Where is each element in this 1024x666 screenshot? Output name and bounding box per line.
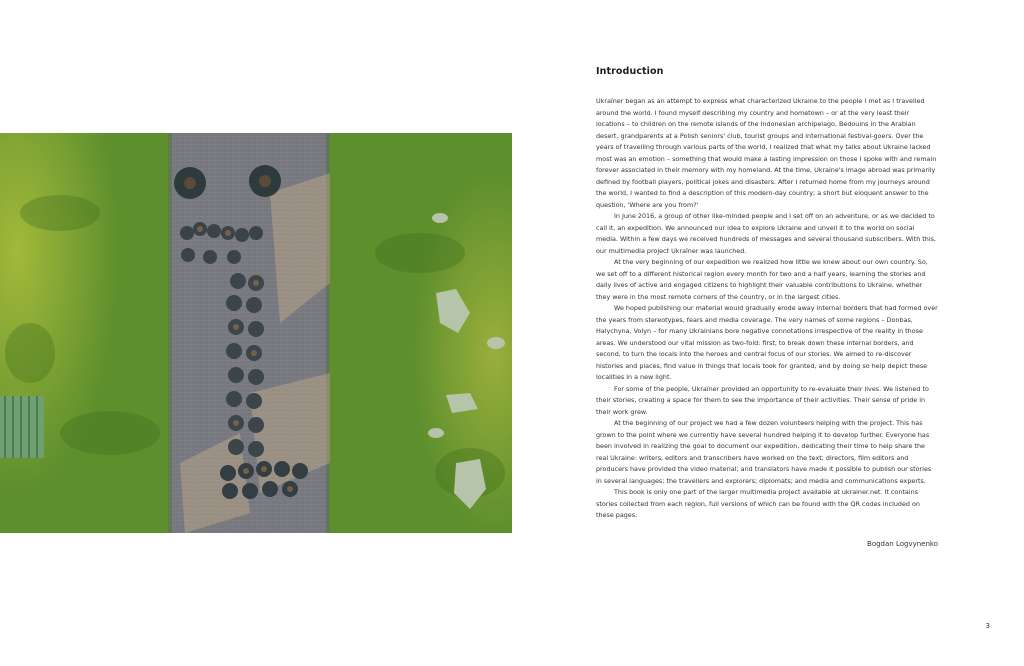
paragraph: This book is only one part of the larger multimedia project available at ukrainer.net. It contains stories collected from each region, full versions of which can be found with the QR codes included on these pages. — [596, 488, 920, 519]
aerial-photo — [0, 133, 512, 533]
page-number: 3 — [985, 622, 990, 630]
paragraph: Ukraїner began as an attempt to express what characterized Ukraine to the people I met as I travelled around the world. I found myself describing my country and hometown – or at the very least their locations – to children on the remote islands of the Indonesian archipelago, Bedouins in the Arabian desert, grandparents at a Polish seniors' club, tourist groups and international festival-goers. Over the years of travelling through various parts of the world, I realized that what my talks about Ukraine lacked most was an emotion – something that would make a lasting impression on those I spoke with and remain forever associated in their memory with my homeland. At the time, Ukraine's image abroad was primarily defined by football players, political jokes and disasters. After I returned home from my journeys around the world, I wanted to find a description of this modern-day country; a short but eloquent answer to the question, 'Where are you from?' — [596, 97, 937, 209]
paragraph: In June 2016, a group of other like-minded people and I set off on an adventure, or as we decided to call it, an expedition. We announced our idea to explore Ukraine and unveil it to the world on social media. Within a few days we received hundreds of messages and several thousand subscribers. With this, our multimedia project Ukraїner was launched. — [596, 212, 936, 255]
paragraph: We hoped publishing our material would gradually erode away internal borders that had formed over the years from stereotypes, fears and media coverage. The very names of some regions – Donbas, Halychyna, Volyn – for many Ukrainians bore negative connotations irrespective of the reality in those areas. We understood our vital mission as two-fold: first, to break down these internal borders, and second, to turn the locals into the heroes and central focus of our stories. We aimed to re-discover histories and places, find value in things that locals took for granted, and by doing so help depict these localities in a new light. — [596, 304, 938, 381]
aerial-photo-illustration — [0, 133, 512, 533]
author-signature: Bogdan Logvynenko — [867, 540, 938, 548]
body-text — [596, 96, 938, 522]
paragraph: For some of the people, Ukraїner provided an opportunity to re-evaluate their lives. We listened to their stories, creating a space for them to see the importance of their activities. Their sense of pride in their work grew. — [596, 384, 929, 416]
paragraph: At the very beginning of our expedition we realized how little we knew about our own country. So, we set off to a different historical region every month for two and a half years, learning the stories and daily lives of active and engaged citizens to highlight their valuable contributions to Ukraine, whether they were in the most remote corners of the country, or in the largest cities. — [596, 258, 928, 301]
paragraph: At the beginning of our project we had a few dozen volunteers helping with the project. This has grown to the point where we currently have several hundred helping it to develop further. Everyone has been involved in realizing the goal to document our expedition, dedicating their time to help share the real Ukraine: writers, editors and transcribers have worked on the text; directors, film editors and producers have provided the video material; and translators have made it possible to publish our stories in several languages; the travellers and explorers; diplomats; and media and communications experts. — [596, 419, 932, 485]
section-heading: Introduction — [596, 66, 664, 77]
